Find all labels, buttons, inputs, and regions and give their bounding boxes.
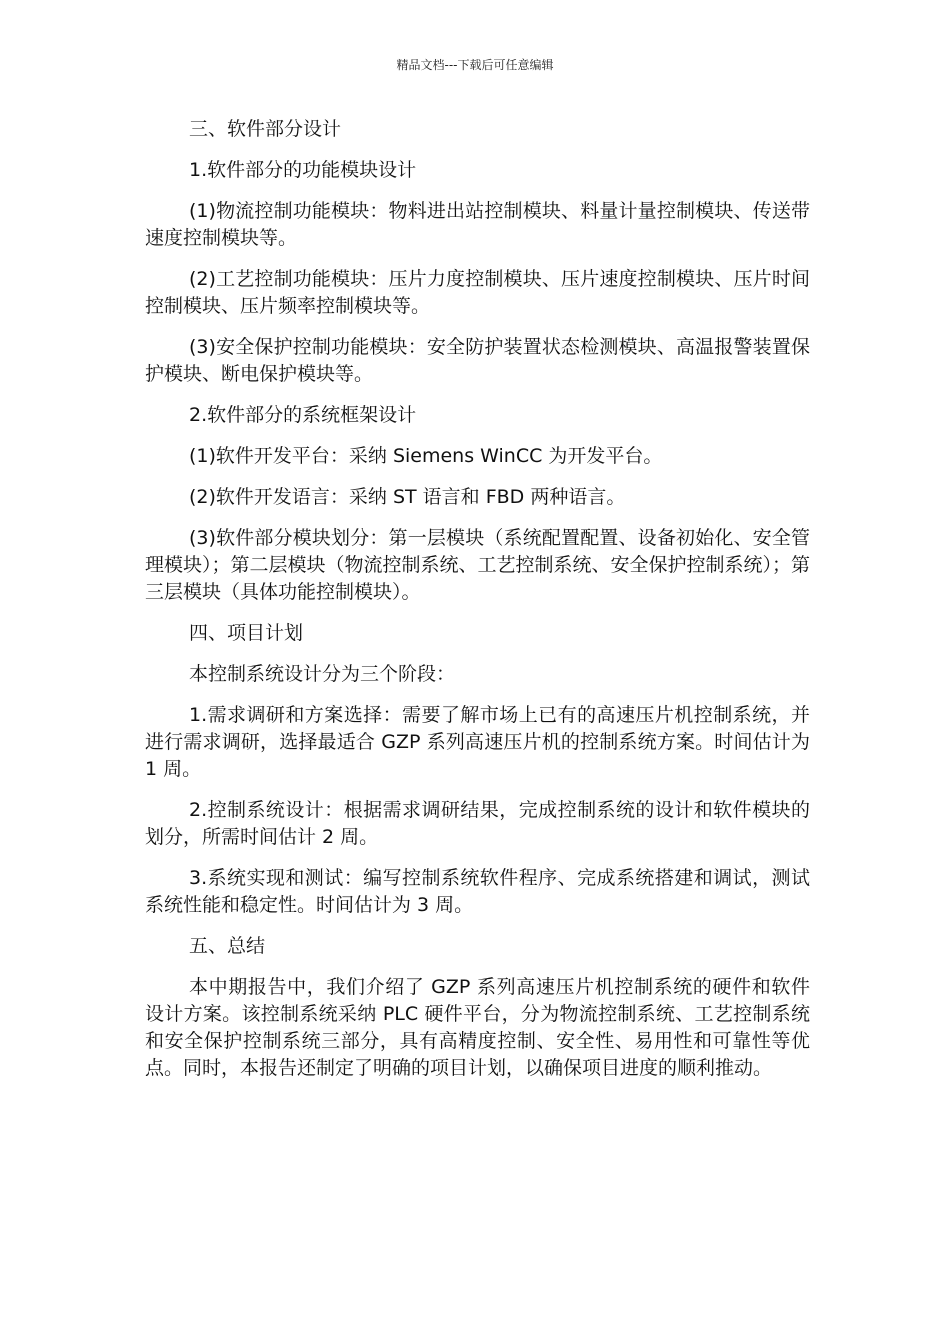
paragraph-module-division: (3)软件部分模块划分：第一层模块（系统配置配置、设备初始化、安全管理模块）；第二层模块（物流控制系统、工艺控制系统、安全保护控制系统）；第三层模块（具体功能控制模块）。 — [145, 527, 811, 603]
section-heading-summary: 五、总结 — [189, 935, 266, 957]
section-heading-software-design: 三、软件部分设计 — [189, 118, 342, 140]
paragraph-safety-module: (3)安全保护控制功能模块：安全防护装置状态检测模块、高温报警装置保护模块、断电保护模块等。 — [145, 336, 810, 385]
subsection-heading-system-framework: 2.软件部分的系统框架设计 — [189, 404, 417, 426]
paragraph-dev-platform: (1)软件开发平台：采纳 Siemens WinCC 为开发平台。 — [189, 445, 663, 467]
paragraph-phase-2: 2.控制系统设计：根据需求调研结果，完成控制系统的设计和软件模块的划分，所需时间估计 2 周。 — [145, 799, 810, 848]
paragraph-summary: 本中期报告中，我们介绍了 GZP 系列高速压片机控制系统的硬件和软件设计方案。该控制系统采纳 PLC 硬件平台，分为物流控制系统、工艺控制系统和安全保护控制系统三部分，具有高精度控制、安全性、易用性和可靠性等优点。同时，本报告还制定了明确的项目计划，以确保项目进度的顺利推动。 — [145, 976, 810, 1079]
section-heading-project-plan: 四、项目计划 — [189, 622, 304, 644]
paragraph-phase-1: 1.需求调研和方案选择：需要了解市场上已有的高速压片机控制系统，并进行需求调研，选择最适合 GZP 系列高速压片机的控制系统方案。时间估计为 1 周。 — [145, 704, 810, 780]
paragraph-process-module: (2)工艺控制功能模块：压片力度控制模块、压片速度控制模块、压片时间控制模块、压片频率控制模块等。 — [145, 268, 810, 317]
paragraph-phase-3: 3.系统实现和测试：编写控制系统软件程序、完成系统搭建和调试，测试系统性能和稳定性。时间估计为 3 周。 — [145, 867, 810, 916]
page-header-watermark: 精品文档---下载后可任意编辑 — [396, 58, 554, 72]
paragraph-dev-language: (2)软件开发语言：采纳 ST 语言和 FBD 两种语言。 — [189, 486, 626, 508]
document-body — [145, 116, 810, 1096]
paragraph-logistics-module: (1)物流控制功能模块：物料进出站控制模块、料量计量控制模块、传送带速度控制模块等。 — [145, 200, 810, 249]
paragraph-plan-intro: 本控制系统设计分为三个阶段： — [189, 663, 456, 685]
subsection-heading-function-modules: 1.软件部分的功能模块设计 — [189, 159, 417, 181]
